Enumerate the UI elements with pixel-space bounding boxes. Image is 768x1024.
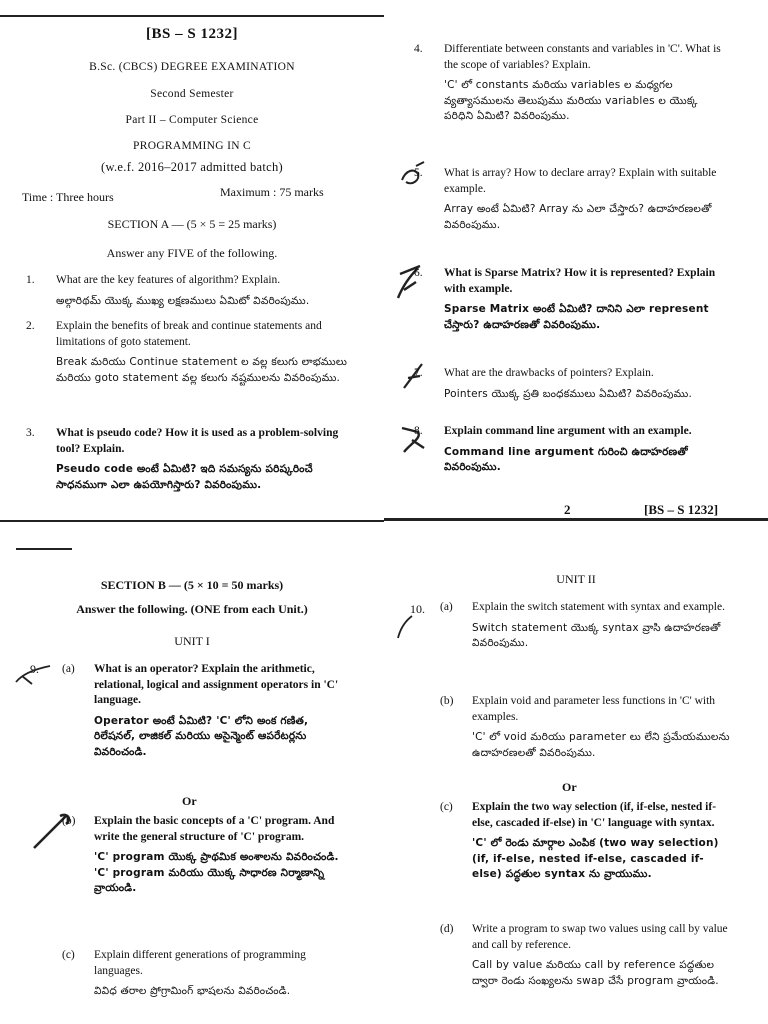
question-text-en: What is array? How to declare array? Explain with suitable example.: [444, 167, 717, 195]
question-text-en: What is pseudo code? How it is used as a problem-solving tool? Explain.: [56, 427, 339, 455]
exam-page-1: [BS – S 1232] B.Sc. (CBCS) DEGREE EXAMINATION Second Semester Part II – Computer Science PROGRAMMING IN C (w.e.f. 2016–2017 admitted batch) Time : Three hours Maximum : 75 marks SECTION A — (5 × 5 = 25 marks) Answer any FIVE of the following. 1. What are the key features of algorithm? Explain. అల్గారిథమ్ యొక్క ముఖ్య లక్షణములు ఏమిటో వివరింపుము. 2. Explain the benefits of break and continue statements and limitations of goto statement. Break మరియు Continue statement ల వల్ల కలుగు లాభములు మరియు goto statement వల్ల కలుగు నష్టములను వివరింపుము. 3. What is pseudo code? How it is used as a problem-solving tool? Explain. Pseudo code అంటే ఏమిటి? ఇది సమస్యను పరిష్కరించే సాధనముగా ఎలా ఉపయోగిస్తారు? వివరింపుము.: [0, 0, 384, 522]
paper-code: [BS – S 1232]: [146, 26, 238, 42]
degree-title: B.Sc. (CBCS) DEGREE EXAMINATION: [89, 61, 295, 73]
section-a-heading: SECTION A — (5 × 5 = 25 marks): [107, 217, 277, 231]
exam-page-2: 4. Differentiate between constants and variables in 'C'. What is the scope of variables? Explain. 'C' లో constants మరియు variables ల మధ్యగల వ్యత్యాసములను తెలుపుము మరియు variables ల యొక్క పరిధిని ఏమిటి? వివరింపుము. 5. What is array? How to declare array? Explain with suitable example. Array అంటే ఏమిటి? Array ను ఎలా చేస్తారు? ఉదాహరణలతో వివరింపుము. 6. What is Sparse Matrix? How it is represented? Explain with example. Sparse Matrix అంటే ఏమిటి? దానిని ఎలా represent చేస్తారు? ఉదాహరణతో వివరింపుము. 7. What are the drawbacks of pointers? Explain. Pointers యొక్క ప్రతి బంధకములు ఏమిటి? వివరింపుము. 8. Explain command line argument with an example. Command line argument గురించి ఉదాహరణతో వివరింపుము. 2 [BS – S 1232]: [384, 0, 768, 522]
handwritten-tick-icon: [398, 160, 428, 192]
question-text-en: Explain void and parameter less functions in 'C' with examples.: [472, 695, 716, 723]
top-rule: [0, 15, 384, 17]
question-number: 9.: [30, 662, 39, 676]
or-separator: Or: [562, 780, 577, 794]
paper-title: PROGRAMMING IN C: [133, 140, 251, 152]
question-text-en: What are the drawbacks of pointers? Explain.: [444, 367, 654, 379]
question-text-en: What are the key features of algorithm? Explain.: [56, 274, 281, 286]
unit-heading: UNIT I: [174, 634, 210, 648]
bottom-rule: [0, 520, 384, 522]
question-text-en: Explain the switch statement with syntax and example.: [472, 601, 725, 613]
handwritten-tick-icon: [398, 422, 428, 458]
question-text-te: Sparse Matrix అంటే ఏమిటి? దానిని ఎలా represent చేస్తారు? ఉదాహరణతో వివరింపుము.: [444, 303, 709, 331]
question-text-en: Explain the two way selection (if, if-else, nested if-else, cascaded if-else) in 'C' language with syntax.: [472, 801, 717, 829]
part-subject: Part II – Computer Science: [125, 114, 259, 126]
question-text-te: Call by value మరియు call by reference పద్ధతుల ద్వారా రెండు సంఖ్యలను swap చేసే program వ్రాయండి.: [472, 959, 719, 987]
exam-page-3: SECTION B — (5 × 10 = 50 marks) Answer the following. (ONE from each Unit.) UNIT I 9. (a) What is an operator? Explain the arithmetic, relational, logical and assignment operators in 'C' language. Operator అంటే ఏమిటి? 'C' లోని అంక గణిత, రిలేషనల్, లాజికల్ మరియు అసైన్మెంట్ ఆపరేటర్లను వివరించండి. Or (b) Explain the basic concepts of a 'C' program. And write the general structure of 'C' program. 'C' program యొక్క ప్రాథమిక అంశాలను వివరించండి. 'C' program మరియు యొక్క సాధారణ నిర్మాణాన్ని వ్రాయండి. (c) Explain different generations of programming languages. వివిధ తరాల ప్రోగ్రామింగ్ భాషలను వివరించండి.: [0, 538, 384, 1024]
section-b-instruction: Answer the following. (ONE from each Unit.): [76, 602, 308, 616]
question-text-en: What is Sparse Matrix? How it is represented? Explain with example.: [444, 267, 716, 295]
top-rule-fragment: [16, 548, 72, 550]
question-text-te: 'C' లో void మరియు parameter లు లేని ప్రమేయములను ఉదాహరణలతో వివరింపుము.: [472, 731, 730, 759]
max-marks: Maximum : 75 marks: [220, 185, 324, 199]
question-text-en: Explain different generations of programming languages.: [94, 949, 306, 977]
question-text-te: Operator అంటే ఏమిటి? 'C' లోని అంక గణిత, రిలేషనల్, లాజికల్ మరియు అసైన్మెంట్ ఆపరేటర్లను వివరించండి.: [94, 714, 309, 758]
question-text-te: అల్గారిథమ్ యొక్క ముఖ్య లక్షణములు ఏమిటో వివరింపుము.: [56, 294, 310, 307]
handwritten-tick-icon: [14, 662, 54, 688]
question-text-te: Array అంటే ఏమిటి? Array ను ఎలా చేస్తారు? ఉదాహరణలతో వివరింపుము.: [444, 203, 712, 231]
question-text-te: 'C' program యొక్క ప్రాథమిక అంశాలను వివరించండి. 'C' program మరియు యొక్క సాధారణ నిర్మాణాన్ని వ్రాయండి.: [94, 851, 339, 894]
page-number: 2: [564, 502, 571, 517]
question-text-en: Explain command line argument with an example.: [444, 425, 692, 437]
question-text-te: 'C' లో constants మరియు variables ల మధ్యగల వ్యత్యాసములను తెలుపుము మరియు variables ల యొక్క పరిధిని ఏమిటి? వివరింపుము.: [444, 79, 698, 122]
question-text-te: వివిధ తరాల ప్రోగ్రామింగ్ భాషలను వివరించండి.: [94, 985, 291, 997]
question-text-en: Differentiate between constants and variables in 'C'. What is the scope of variables? Explain.: [444, 43, 721, 71]
question-text-te: Switch statement యొక్క syntax వ్రాసి ఉదాహరణతో వివరింపుము.: [472, 621, 721, 649]
question-text-te: Break మరియు Continue statement ల వల్ల కలుగు లాభములు మరియు goto statement వల్ల కలుగు నష్టములను వివరింపుము.: [56, 356, 348, 384]
time-info: Time : Three hours: [22, 190, 114, 204]
semester: Second Semester: [150, 88, 234, 100]
question-number: 10.: [410, 602, 425, 616]
batch-info: (w.e.f. 2016–2017 admitted batch): [101, 160, 283, 174]
unit-heading: UNIT II: [556, 572, 596, 586]
question-text-te: Pseudo code అంటే ఏమిటి? ఇది సమస్యను పరిష్కరించే సాధనముగా ఎలా ఉపయోగిస్తారు? వివరింపుము.: [56, 463, 313, 491]
question-text-en: What is an operator? Explain the arithmetic, relational, logical and assignment operators in 'C' language.: [94, 663, 339, 706]
section-a-instruction: Answer any FIVE of the following.: [106, 246, 278, 260]
question-text-en: Write a program to swap two values using call by value and call by reference.: [472, 923, 728, 951]
question-text-te: Pointers యొక్క ప్రతి బంధకములు ఏమిటి? వివరింపుము.: [444, 387, 692, 400]
question-text-en: Explain the basic concepts of a 'C' program. And write the general structure of 'C' program.: [94, 815, 335, 843]
handwritten-tick-icon: [394, 614, 416, 642]
question-text-te: Command line argument గురించి ఉదాహరణతో వివరింపుము.: [444, 445, 688, 473]
question-text-te: 'C' లో రెండు మార్గాల ఎంపిక (two way selection) (if, if-else, nested if-else, cascaded if-else) పద్ధతుల syntax ను వ్రాయుము.: [472, 837, 719, 880]
question-text-en: Explain the benefits of break and continue statements and limitations of goto statement.: [56, 320, 322, 348]
footer-rule: [384, 518, 768, 521]
section-b-heading: SECTION B — (5 × 10 = 50 marks): [100, 578, 284, 592]
footer-paper-code: [BS – S 1232]: [644, 502, 719, 517]
exam-page-4: UNIT II 10. (a) Explain the switch statement with syntax and example. Switch statement యొక్క syntax వ్రాసి ఉదాహరణతో వివరింపుము. (b) Explain void and parameter less functions in 'C' with examples. 'C' లో void మరియు parameter లు లేని ప్రమేయములను ఉదాహరణలతో వివరింపుము. Or (c) Explain the two way selection (if, if-else, nested if-else, cascaded if-else) in 'C' language with syntax. 'C' లో రెండు మార్గాల ఎంపిక (two way selection) (if, if-else, nested if-else, cascaded if-else) పద్ధతుల syntax ను వ్రాయుము. (d) Write a program to swap two values using call by value and call by reference. Call by value మరియు call by reference పద్ధతుల ద్వారా రెండు సంఖ్యలను swap చేసే program వ్రాయండి.: [384, 538, 768, 1024]
or-separator: Or: [182, 794, 197, 808]
